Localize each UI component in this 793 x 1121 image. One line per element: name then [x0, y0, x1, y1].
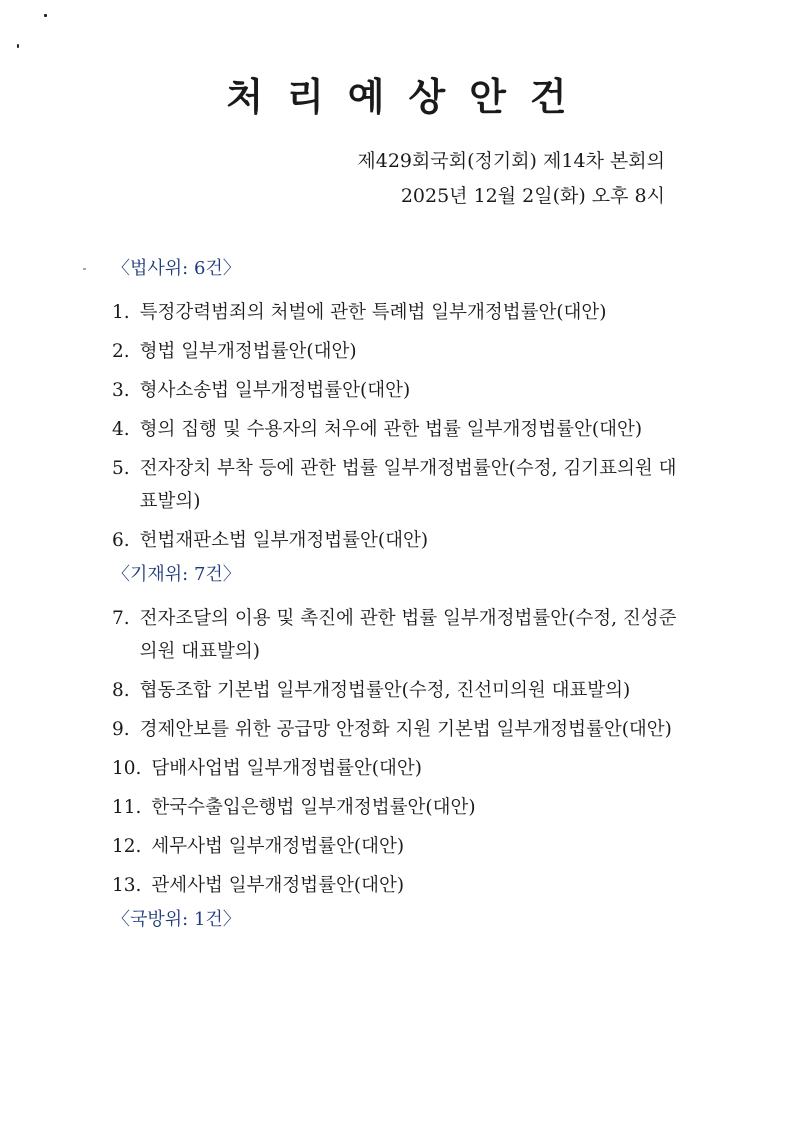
item-number: 13. — [112, 875, 142, 896]
item-number: 11. — [112, 797, 142, 818]
item-number: 6. — [112, 530, 130, 551]
item-text: 세무사법 일부개정법률안(대안) — [151, 836, 405, 857]
item-number: 5. — [112, 458, 130, 479]
item-number: 2. — [112, 341, 130, 362]
item-text: 형의 집행 및 수용자의 처우에 관한 법률 일부개정법률안(대안) — [139, 419, 643, 440]
item-text: 형법 일부개정법률안(대안) — [139, 341, 357, 362]
item-text: 관세사법 일부개정법률안(대안) — [151, 875, 405, 896]
item-text: 한국수출입은행법 일부개정법률안(대안) — [151, 797, 476, 818]
item-text: 헌법재판소법 일부개정법률안(대안) — [139, 530, 429, 551]
item-number: 1. — [112, 302, 130, 323]
scan-speck — [83, 268, 86, 270]
item-number: 3. — [112, 380, 130, 401]
item-text: 전자장치 부착 등에 관한 법률 일부개정법률안(수정, 김기표의원 대표발의) — [139, 458, 677, 512]
section-heading: 〈국방위: 1건〉 — [112, 909, 241, 930]
item-number: 8. — [112, 680, 130, 701]
list-item — [112, 830, 682, 863]
list-item — [112, 674, 682, 707]
item-text: 전자조달의 이용 및 촉진에 관한 법률 일부개정법률안(수정, 진성준의원 대표발의) — [139, 608, 677, 662]
item-number: 10. — [112, 758, 142, 779]
item-number: 9. — [112, 719, 130, 740]
item-text: 형사소송법 일부개정법률안(대안) — [139, 380, 411, 401]
item-text: 경제안보를 위한 공급망 안정화 지원 기본법 일부개정법률안(대안) — [139, 719, 672, 740]
agenda-list — [112, 257, 682, 947]
list-item — [112, 752, 682, 785]
list-item — [112, 524, 682, 557]
session-info: 제429회국회(정기회) 제14차 본회의 — [357, 150, 665, 172]
section-heading: 〈법사위: 6건〉 — [112, 258, 241, 279]
scan-speck — [44, 14, 47, 17]
list-item — [112, 296, 682, 329]
list-item — [112, 335, 682, 368]
document-title: 처리예상안건 — [226, 75, 591, 119]
list-item — [112, 602, 682, 668]
item-number: 4. — [112, 419, 130, 440]
item-text: 담배사업법 일부개정법률안(대안) — [151, 758, 422, 779]
item-text: 특정강력범죄의 처벌에 관한 특례법 일부개정법률안(대안) — [139, 302, 607, 323]
list-item — [112, 791, 682, 824]
item-number: 12. — [112, 836, 142, 857]
session-datetime: 2025년 12월 2일(화) 오후 8시 — [400, 185, 665, 207]
list-item — [112, 374, 682, 407]
list-item — [112, 452, 682, 518]
section-heading: 〈기재위: 7건〉 — [112, 564, 241, 585]
list-item — [112, 713, 682, 746]
item-number: 7. — [112, 608, 130, 629]
list-item — [112, 869, 682, 902]
scan-speck — [17, 44, 19, 48]
list-item — [112, 413, 682, 446]
item-text: 협동조합 기본법 일부개정법률안(수정, 진선미의원 대표발의) — [139, 680, 631, 701]
